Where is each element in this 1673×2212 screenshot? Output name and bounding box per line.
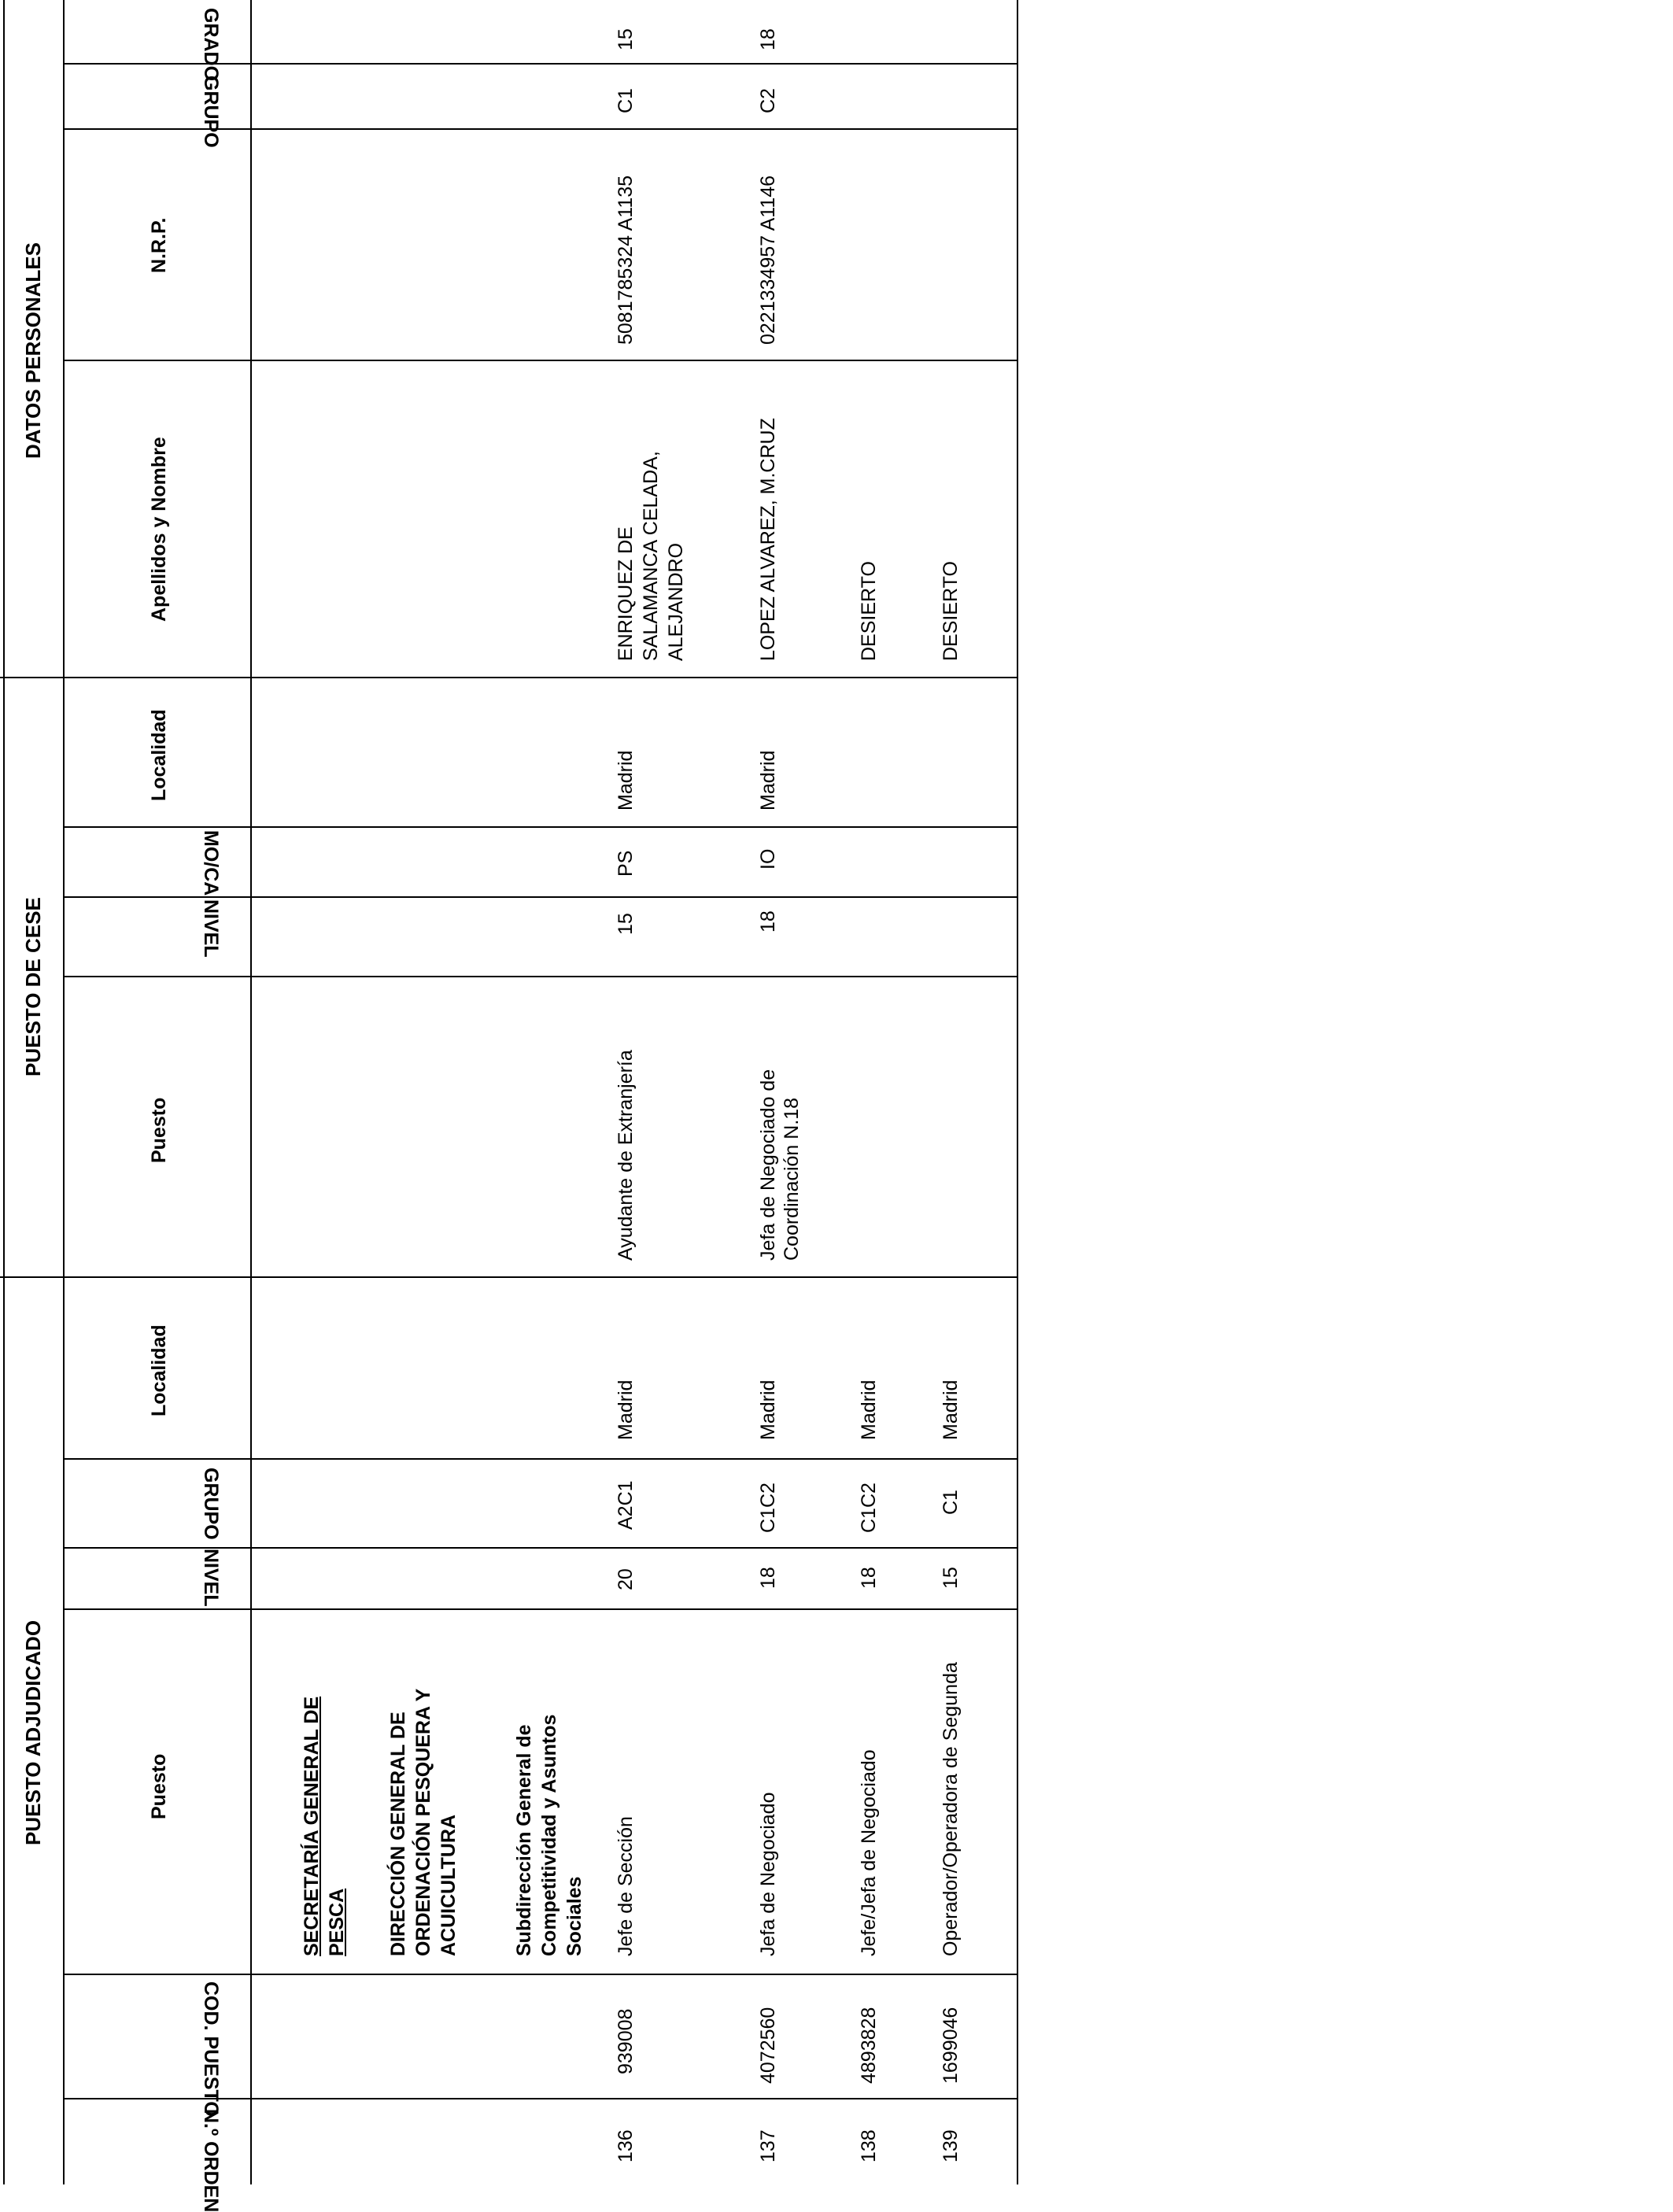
table-cell-grupo: C1C2 xyxy=(757,1483,779,1533)
table-rule xyxy=(0,1276,1018,1278)
table-cell-puesto-cese: Ayudante de Extranjería xyxy=(615,1050,637,1261)
section-direccion-line-2: ORDENACIÓN PESQUERA Y xyxy=(412,1688,434,1956)
table-rule xyxy=(250,0,252,2184)
column-header-grupo: GRUPO xyxy=(200,1468,222,1540)
table-rule xyxy=(65,1974,1018,1975)
section-subdireccion-line-3: Sociales xyxy=(563,1876,585,1956)
table-rule xyxy=(65,976,1018,977)
table-cell-localidad: Madrid xyxy=(940,1379,962,1440)
table-cell-moca-cese: IO xyxy=(757,848,779,870)
column-header-cod-puesto: COD. PUESTO xyxy=(200,1981,222,2117)
table-cell-cod-puesto: 939008 xyxy=(615,2008,637,2074)
table-cell-grado: 15 xyxy=(615,28,637,50)
column-header-apellidos-nombre: Apellidos y Nombre xyxy=(148,437,170,622)
table-cell-nombre-line-1: DESIERTO xyxy=(858,561,880,661)
table-cell-grado: 18 xyxy=(757,28,779,50)
table-cell-puesto-cese-line-2: Coordinación N.18 xyxy=(781,1097,803,1261)
section-subdireccion-line-1: Subdirección General de xyxy=(513,1724,535,1956)
group-header-puesto-cese: PUESTO DE CESE xyxy=(21,897,45,1076)
table-cell-nombre-line-2: SALAMANCA CELADA, xyxy=(640,451,662,661)
table-rule xyxy=(3,0,5,2184)
table-cell-orden: 139 xyxy=(940,2129,962,2162)
table-cell-localidad-cese: Madrid xyxy=(615,750,637,811)
column-header-nivel: NIVEL xyxy=(200,1549,222,1607)
table-cell-grupo-personal: C1 xyxy=(615,88,637,113)
column-header-mo-ca: MO/CA xyxy=(200,830,222,896)
column-header-nrp: N.R.P. xyxy=(148,217,170,273)
column-header-grado: GRADO xyxy=(200,8,222,82)
table-cell-localidad: Madrid xyxy=(615,1379,637,1440)
table-cell-nivel: 18 xyxy=(858,1567,880,1589)
table-cell-nivel: 20 xyxy=(615,1568,637,1590)
table-cell-nivel: 15 xyxy=(940,1567,962,1589)
table-rule xyxy=(65,896,1018,898)
column-header-puesto: Puesto xyxy=(148,1753,170,1819)
section-secretaria-line-1: SECRETARÍA GENERAL DE xyxy=(301,1696,323,1956)
table-rule xyxy=(65,1608,1018,1610)
table-cell-puesto: Jefa de Negociado xyxy=(757,1792,779,1956)
table-cell-grupo: A2C1 xyxy=(615,1480,637,1530)
table-cell-cod-puesto: 4893828 xyxy=(858,2007,880,2084)
table-rule xyxy=(65,826,1018,828)
table-cell-nivel-cese: 18 xyxy=(757,910,779,932)
section-subdireccion-line-2: Competitividad y Asuntos xyxy=(538,1714,560,1956)
section-direccion-line-1: DIRECCIÓN GENERAL DE xyxy=(387,1712,409,1956)
table-cell-orden: 136 xyxy=(615,2129,637,2162)
table-cell-localidad: Madrid xyxy=(757,1379,779,1440)
column-header-nivel-cese: NIVEL xyxy=(200,899,222,958)
table-cell-puesto: Jefe de Sección xyxy=(615,1816,637,1956)
table-cell-nivel-cese: 15 xyxy=(615,913,637,935)
table-cell-nombre-line-1: LOPEZ ALVAREZ, M.CRUZ xyxy=(757,418,779,661)
table-cell-nombre-line-1: ENRIQUEZ DE xyxy=(615,526,637,661)
column-header-localidad-cese: Localidad xyxy=(148,709,170,801)
table-cell-puesto: Jefe/Jefa de Negociado xyxy=(858,1749,880,1956)
table-rule xyxy=(1017,0,1018,2184)
table-cell-orden: 137 xyxy=(757,2129,779,2162)
table-cell-nivel: 18 xyxy=(757,1567,779,1589)
table-cell-orden: 138 xyxy=(858,2129,880,2162)
section-direccion-line-3: ACUICULTURA xyxy=(438,1814,460,1956)
table-cell-nrp: 0221334957 A1146 xyxy=(757,175,779,345)
table-cell-localidad: Madrid xyxy=(858,1379,880,1440)
table-cell-nombre-line-3: ALEJANDRO xyxy=(665,542,687,661)
table-cell-cod-puesto: 4072560 xyxy=(757,2007,779,2084)
table-cell-cod-puesto: 1699046 xyxy=(940,2007,962,2084)
table-cell-moca-cese: PS xyxy=(615,850,637,877)
table-cell-nrp: 5081785324 A1135 xyxy=(615,175,637,345)
table-rule xyxy=(65,1458,1018,1460)
table-rule xyxy=(63,0,65,2184)
table-cell-grupo: C1C2 xyxy=(858,1483,880,1533)
table-cell-puesto-cese-line-1: Jefa de Negociado de xyxy=(757,1069,779,1261)
column-header-puesto-cese: Puesto xyxy=(148,1097,170,1163)
table-rule xyxy=(65,360,1018,361)
table-cell-grupo: C1 xyxy=(940,1490,962,1515)
table-rule xyxy=(0,677,1018,678)
table-cell-grupo-personal: C2 xyxy=(757,88,779,113)
section-secretaria-line-2: PESCA xyxy=(326,1888,348,1956)
group-header-puesto-adjudicado: PUESTO ADJUDICADO xyxy=(21,1619,45,1845)
column-header-localidad: Localidad xyxy=(148,1324,170,1416)
table-cell-nombre-line-1: DESIERTO xyxy=(940,561,962,661)
column-header-n-orden: N.º ORDEN xyxy=(200,2109,222,2212)
group-header-datos-personales: DATOS PERSONALES xyxy=(21,242,45,459)
table-cell-puesto: Operador/Operadora de Segunda xyxy=(940,1662,962,1956)
table-cell-localidad-cese: Madrid xyxy=(757,750,779,811)
column-header-grupo-personal: GRUPO xyxy=(200,76,222,148)
